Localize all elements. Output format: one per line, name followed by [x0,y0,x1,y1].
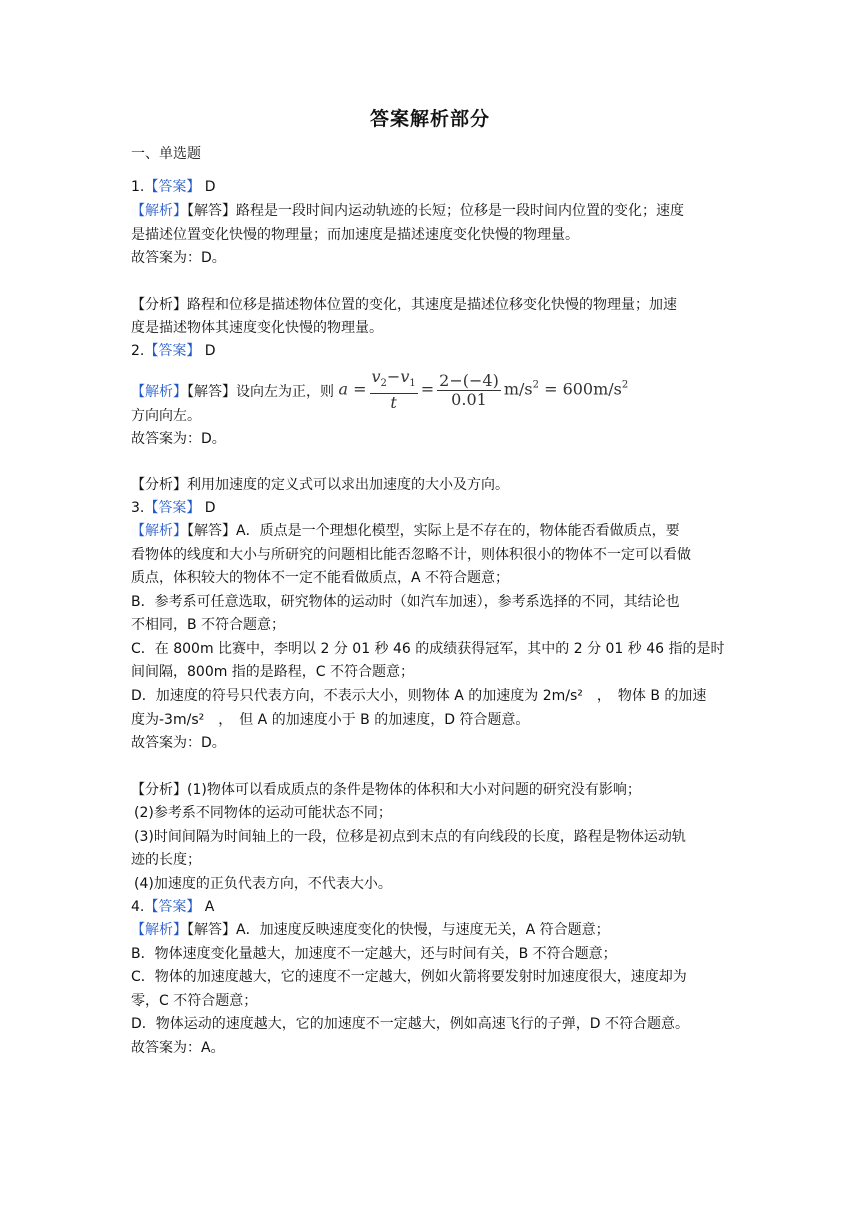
q3-solution-line: 不相同，B 不符合题意； [131,617,286,633]
q2-answer: D [200,343,216,359]
analysis-tag: 【解析】 [131,384,187,401]
q3-solution-line: 间间隔，800m 指的是路程，C 不符合题意； [131,664,415,680]
q3-analysis: (4)加速度的正负代表方向，不代表大小。 [134,876,392,892]
q3-number: 3. [131,500,145,516]
q2-solution-line [131,367,731,413]
q3-solution-line [131,519,731,543]
answer-tag: 【答案】 [144,179,201,195]
analysis-tag: 【解析】 [131,523,187,539]
q3-solution-line: 度为-3m/s² ， 但 A 的加速度小于 B 的加速度，D 符合题意。 [131,712,530,728]
q2-analysis: 【分析】利用加速度的定义式可以求出加速度的大小及方向。 [131,477,509,493]
analysis-tag: 【解析】 [131,922,187,938]
answer-tag: 【答案】 [144,899,201,915]
page-title: 答案解析部分 [369,108,490,130]
q3-solution-line: B．参考系可任意选取，研究物体的运动时（如汽车加速），参考系选择的不同，其结论也 [131,594,680,610]
q1-answer: D [200,179,216,195]
q4-conclusion: 故答案为：A。 [131,1040,225,1056]
q3-answer: D [200,500,216,516]
q4-solution-line [131,918,731,942]
q3-analysis: 【分析】(1)物体可以看成质点的条件是物体的体积和大小对问题的研究没有影响； [131,782,641,798]
analysis-tag: 【解析】 [131,203,187,219]
q4-number: 4. [131,899,145,915]
q1-solution-line: 是描述位置变化快慢的物理量；而加速度是描述速度变化快慢的物理量。 [131,227,579,243]
answer-tag: 【答案】 [144,343,201,359]
q3-answer-line [131,496,731,520]
numeric-fraction: $\frac{2-(-4)}{0.01}$ [439,370,499,409]
q1-solution-text: 【解答】路程是一段时间内运动轨迹的长短；位移是一段时间内位置的变化；速度 [187,203,684,219]
q1-answer-line [131,175,731,199]
q3-conclusion: 故答案为：D。 [131,735,226,751]
q2-conclusion: 故答案为：D。 [131,431,226,447]
q3-solution-line: D．加速度的符号只代表方向，不表示大小，则物体 A 的加速度为 2m/s² ， 物体 B 的加速 [131,688,707,704]
q1-analysis: 【分析】路程和位移是描述物体位置的变化，其速度是描述位移变化快慢的物理量；加速 [131,297,677,313]
q3-solution-line: 质点，体积较大的物体不一定不能看做质点，A 不符合题意； [131,570,510,586]
q3-solution-text: 【解答】A．质点是一个理想化模型，实际上是不存在的，物体能否看做质点，要 [187,523,680,539]
q1-analysis: 度是描述物体其速度变化快慢的物理量。 [131,320,383,336]
q1-conclusion: 故答案为：D。 [131,250,226,266]
answer-tag: 【答案】 [144,500,201,516]
q1-number: 1. [131,179,145,195]
q4-answer-line [131,895,731,919]
q4-solution-line: C．物体的加速度越大，它的速度不一定越大，例如火箭将要发射时加速度很大，速度却为 [131,969,687,985]
velocity-fraction: $\frac{v_2-v_1}{t}$ [371,367,416,413]
q3-analysis: 迹的长度； [131,852,201,868]
q3-solution-line: C．在 800m 比赛中，李明以 2 分 01 秒 46 的成绩获得冠军，其中的 2 分 01 秒 46 指的是时 [131,641,725,657]
section-heading: 一、单选题 [131,146,201,162]
q3-analysis: (3)时间间隔为时间轴上的一段，位移是初点到末点的有向线段的长度，路程是物体运动轨 [134,829,686,845]
q2-direction: 方向向左。 [131,408,201,424]
q3-analysis: (2)参考系不同物体的运动可能状态不同； [134,805,392,821]
q4-solution-text: 【解答】A．加速度反映速度变化的快慢，与速度无关，A 符合题意； [187,922,610,938]
q2-number: 2. [131,343,145,359]
q1-solution-line [131,199,731,223]
q2-answer-line [131,339,731,363]
q4-answer: A [200,899,215,915]
acceleration-formula: a = $\frac{v_2-v_1}{t}$ = $\frac{2-(-4)}{0.01}$ $m/s^2 = 600m/s^2$ [338,367,629,413]
q3-solution-line: 看物体的线度和大小与所研究的问题相比能否忽略不计，则体积很小的物体不一定可以看做 [131,547,691,563]
q4-solution-line: 零，C 不符合题意； [131,993,258,1009]
q2-solution-text: 【解答】设向左为正，则 [187,384,339,401]
q4-solution-line: D．物体运动的速度越大，它的加速度不一定越大，例如高速飞行的子弹，D 不符合题意。 [131,1016,690,1032]
q4-solution-line: B．物体速度变化量越大，加速度不一定越大，还与时间有关，B 不符合题意； [131,946,617,962]
